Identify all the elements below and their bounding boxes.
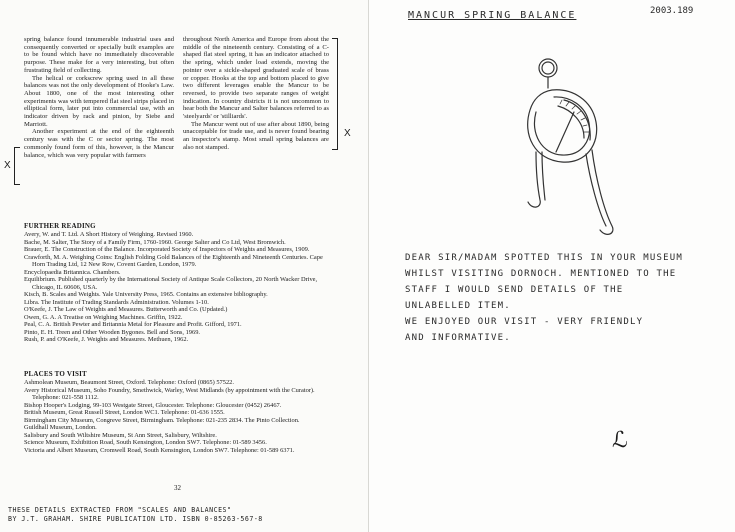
letter-line: AND INFORMATIVE. — [405, 333, 511, 343]
handwritten-title: MANCUR SPRING BALANCE — [408, 10, 577, 21]
letter-line: WE ENJOYED OUR VISIT - VERY FRIENDLY — [405, 317, 644, 327]
further-reading-list — [24, 231, 334, 344]
list-item: Science Museum, Exhibition Road, South Kensington, London SW7. Telephone: 01-589 3456. — [24, 439, 267, 446]
handwritten-line: THESE DETAILS EXTRACTED FROM "SCALES AND BALANCES" — [8, 506, 232, 514]
paragraph: The Mancur went out of use after about 1890, being unacceptable for trade use, and is never found bearing an inspector's stamp. Most small spring balances are also not stamped. — [183, 120, 329, 151]
list-item: Equilibrium. Published quarterly by the International Society of Antique Scale Collectors, 20 North Wacker Drive, Chicago, IL 60606, USA. — [24, 276, 318, 291]
signature: ℒ — [612, 428, 628, 453]
list-item: Rush, P. and O'Keefe, J. Weights and Measures. Methuen, 1962. — [24, 336, 189, 343]
margin-x-mark: X — [344, 128, 351, 139]
handwritten-letter — [405, 250, 725, 346]
list-item: Salisbury and South Wiltshire Museum, St Ann Street, Salisbury, Wiltshire. — [24, 431, 217, 439]
list-item: Kisch, B. Scales and Weights. Yale University Press, 1965. Contains an extensive bibliography. — [24, 291, 268, 298]
letter-line: WHILST VISITING DORNOCH. MENTIONED TO THE — [405, 269, 677, 279]
handwritten-source-note — [8, 506, 358, 524]
list-item: British Museum, Great Russell Street, London WC1. Telephone: 01-636 1555. — [24, 409, 225, 416]
list-item: Victoria and Albert Museum, Cromwell Road, South Kensington, London SW7. Telephone: 01-589 6371. — [24, 446, 295, 454]
further-reading-heading: FURTHER READING — [24, 222, 96, 230]
list-item: Guildhall Museum, London. — [24, 424, 97, 431]
list-item: Avery Historical Museum, Soho Foundry, Smethwick, Warley, West Midlands (by appointment with the Curator). Telephone: 021-558 1112. — [24, 386, 315, 401]
margin-bracket-right — [332, 38, 338, 150]
list-item: Encyclopaedia Britannica. Chambers. — [24, 268, 121, 276]
margin-bracket-left — [14, 147, 20, 185]
places-list — [24, 379, 334, 454]
text-column-2 — [183, 36, 329, 152]
list-item: O'Keefe, J. The Law of Weights and Measures. Butterworth and Co. (Updated.) — [24, 306, 228, 313]
list-item: Peal, C. A. British Pewter and Britannia Metal for Pleasure and Profit. Gifford, 1971. — [24, 321, 242, 328]
paragraph: The helical or corkscrew spring used in all these balances was not the only development of Hooke's Law. About 1800, one of the most interesting other experiments was with tempered flat steel strips placed in elliptical form, later put into commercial use, with an indicator driven by rack and pinion, by Siebe and Marriott. — [24, 74, 174, 128]
letter-line: STAFF I WOULD SEND DETAILS OF THE — [405, 285, 624, 295]
list-item: Bishop Hooper's Lodging, 99-103 Westgate Street, Gloucester. Telephone: Gloucester (0452) 26467. — [24, 401, 282, 409]
list-item: Brauer, E. The Construction of the Balance. Incorporated Society of Inspectors of Weights and Measures, 1909. — [24, 246, 310, 253]
text-column-1 — [24, 36, 174, 159]
letter-line: UNLABELLED ITEM. — [405, 301, 511, 311]
accession-number: 2003.189 — [650, 6, 694, 16]
paragraph: throughout North America and Europe from about the middle of the nineteenth century. Consisting of a C-shaped flat steel spring, it has an indicator attached to the spring, which under load extends, moving the pointer over a sickle-shaped graduated scale of brass or copper. Hooks at the top and bottom placed to give two different leverages enable the Mancur to be reversed, to provide two separate ranges of weight indication. In country districts it is not uncommon to hear both the Mancur and Salter balances referred to as 'steelyards' or 'stilliards'. — [183, 36, 329, 121]
list-item: Crawforth, M. A. Weighing Coins: English Folding Gold Balances of the Eighteenth and Nineteenth Centuries. Cape Horn Trading Ltd, 12 New Row, Covent Garden, London, 1979. — [24, 253, 323, 268]
list-item: Libra. The Institute of Trading Standards Administration. Volumes 1-10. — [24, 298, 209, 306]
places-heading: PLACES TO VISIT — [24, 370, 87, 378]
paragraph: Another experiment at the end of the eighteenth century was with the C or sector spring. The most commonly found form of this, however, is the Mancur balance, which was very popular with farmers — [24, 128, 174, 159]
mancur-balance-sketch — [500, 40, 630, 240]
margin-x-mark: X — [4, 160, 11, 171]
page-number: 32 — [174, 484, 181, 492]
list-item: Ashmolean Museum, Beaumont Street, Oxford. Telephone: Oxford (0865) 57522. — [24, 379, 234, 386]
list-item: Pinto, E. H. Treen and Other Wooden Bygones. Bell and Sons, 1969. — [24, 328, 200, 336]
list-item: Owen, G. A. A Treatise on Weighing Machines. Griffin, 1922. — [24, 313, 183, 321]
list-item: Birmingham City Museum, Congreve Street, Birmingham. Telephone: 021-235 2834. The Pinto Collection. — [24, 416, 300, 424]
handwritten-line: BY J.T. GRAHAM. SHIRE PUBLICATION LTD. ISBN 0-85263-567-8 — [8, 515, 263, 523]
letter-line: DEAR SIR/MADAM SPOTTED THIS IN YOUR MUSEUM — [405, 253, 683, 263]
list-item: Bache, M. Salter, The Story of a Family Firm, 1760-1960. George Salter and Co Ltd, West Bromwich. — [24, 238, 286, 246]
list-item: Avery, W. and T. Ltd. A Short History of Weighing. Revised 1960. — [24, 231, 194, 238]
paragraph: spring balance found innumerable industrial uses and consequently converted or specially built examples are to be found which have no immediately discoverable purpose. These make for a very interesting, but often frustrating field of collecting. — [24, 36, 174, 74]
